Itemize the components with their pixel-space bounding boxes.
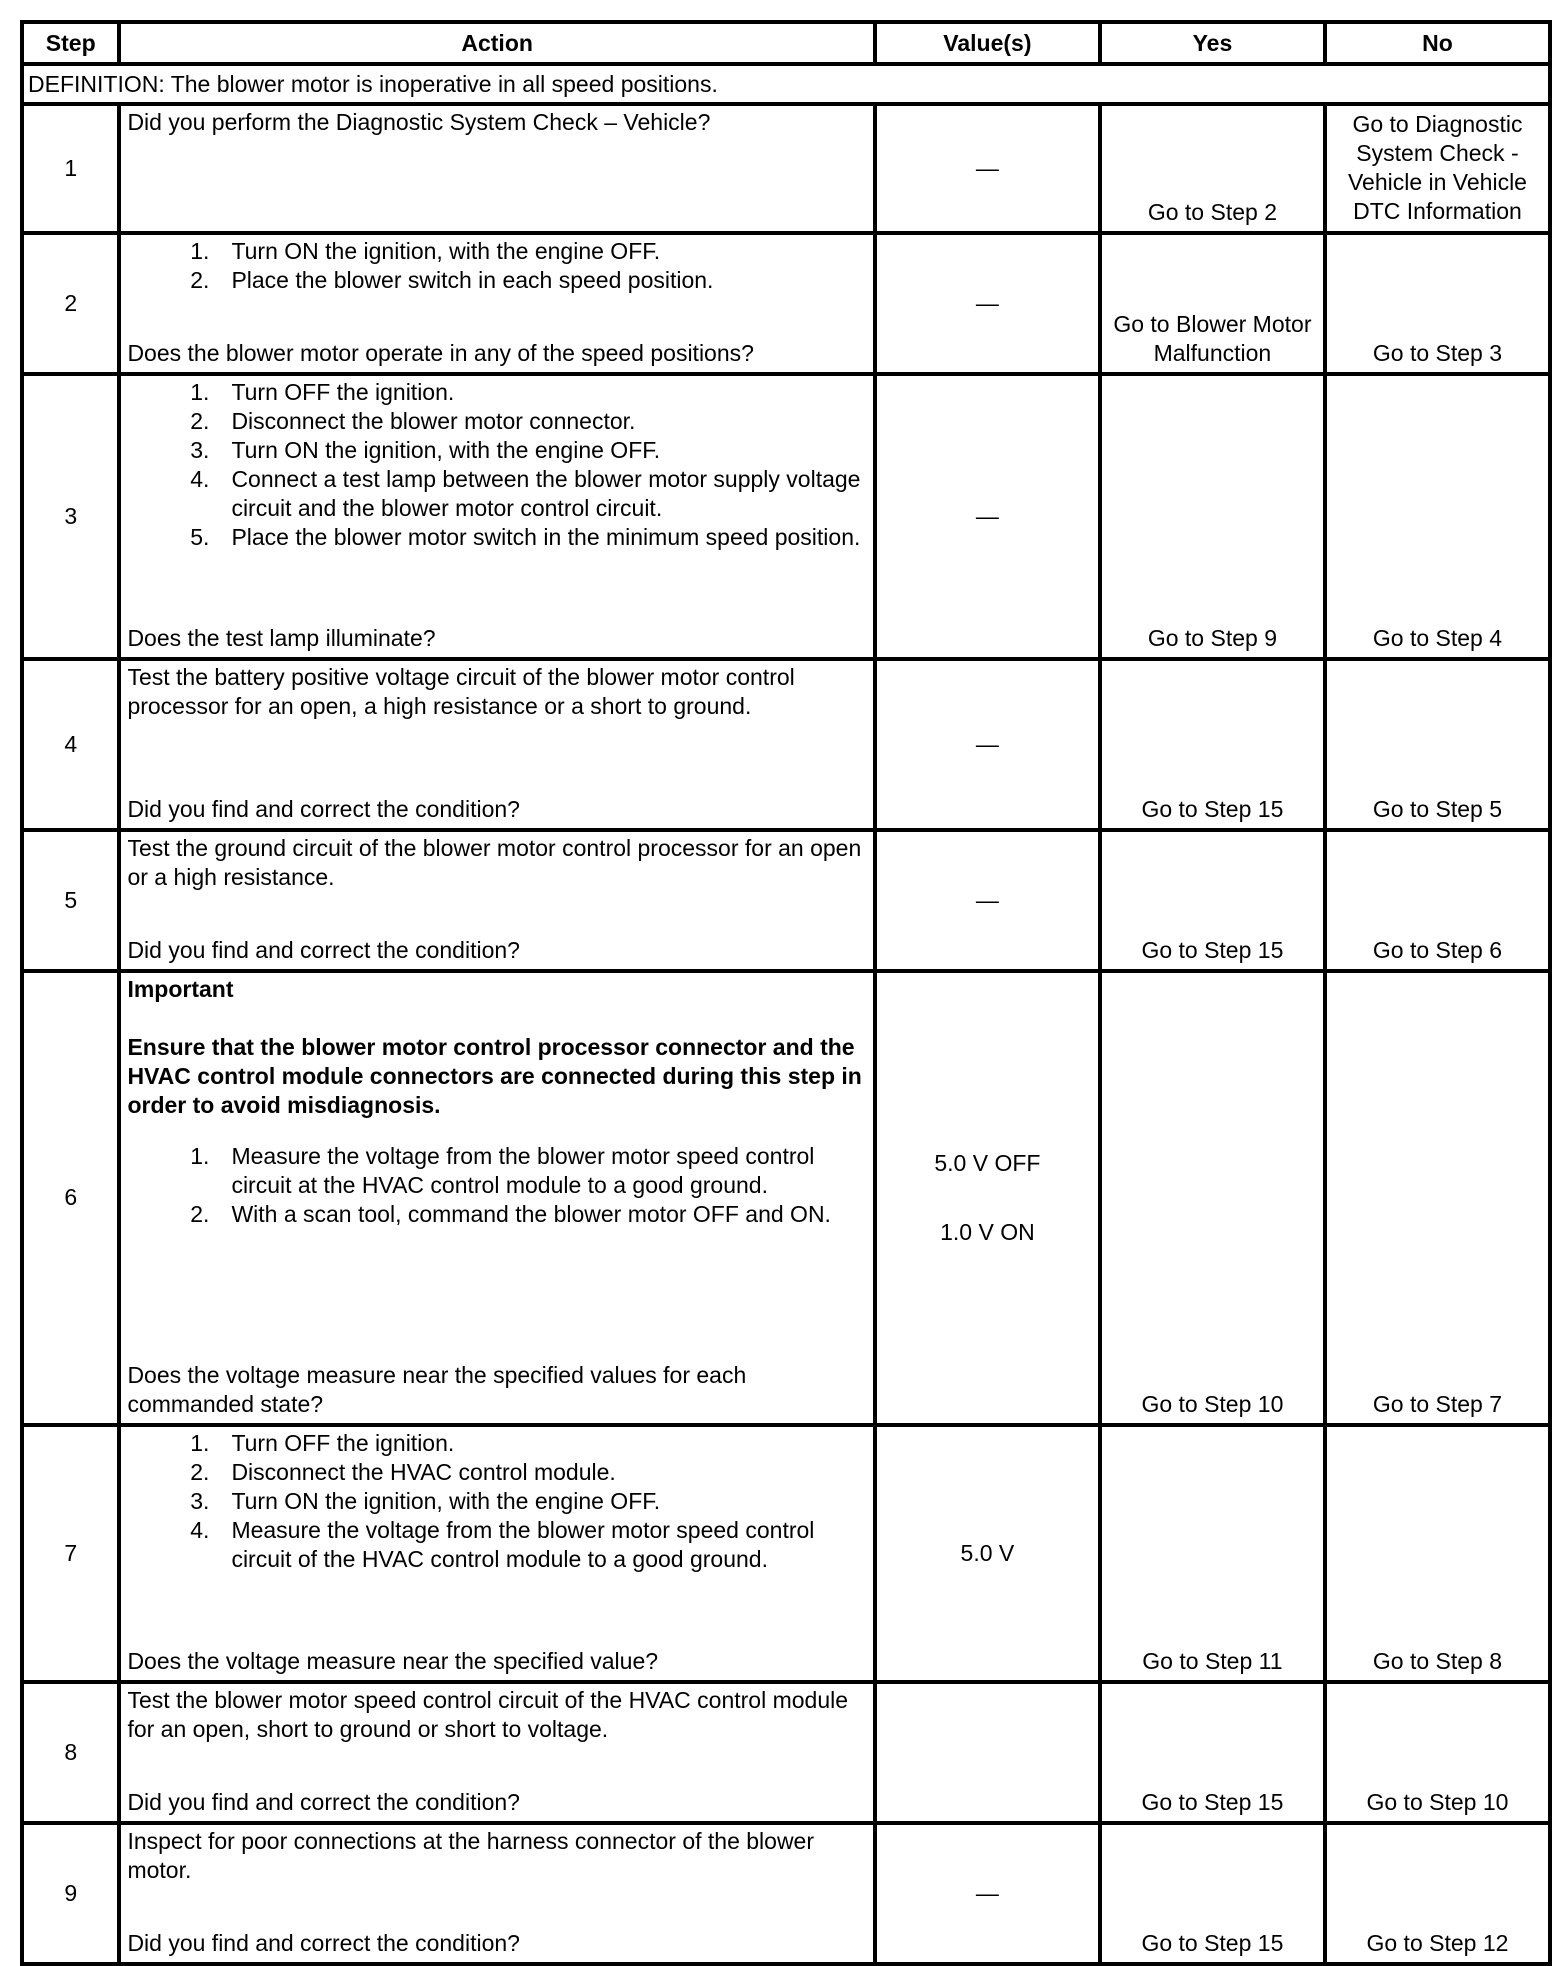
- step-number: 2: [22, 233, 119, 374]
- step-number: 5: [22, 830, 119, 971]
- action-question: Did you find and correct the condition?: [127, 1930, 520, 1956]
- value-line: 1.0 V ON: [940, 1218, 1035, 1245]
- table-row: [22, 659, 1550, 830]
- value-cell: [875, 1682, 1100, 1823]
- list-item: 1. Turn OFF the ignition.: [190, 378, 455, 405]
- list-item: 1. Turn ON the ignition, with the engine OFF.: [190, 237, 661, 264]
- table-row: [22, 233, 1550, 374]
- yes-cell: Go to Step 9: [1100, 374, 1325, 660]
- no-cell: Go to Step 5: [1325, 659, 1550, 830]
- yes-cell: Go to Step 15: [1100, 830, 1325, 971]
- value-cell: 5.0 V: [875, 1425, 1100, 1682]
- table-row: [22, 104, 1550, 233]
- no-cell: Go to Step 4: [1325, 374, 1550, 660]
- action-paragraph: Inspect for poor connections at the harness connector of the blower motor.: [127, 1828, 815, 1884]
- value-cell: [875, 971, 1100, 1425]
- header-step: Step: [22, 22, 119, 64]
- value-cell: —: [875, 104, 1100, 233]
- list-item: 2. Disconnect the HVAC control module.: [190, 1459, 616, 1486]
- table-row: [22, 374, 1550, 660]
- action-question: Does the voltage measure near the specified value?: [127, 1648, 659, 1675]
- important-note: Ensure that the blower motor control processor connector and the HVAC control module connectors are connected during this step in order to avoid misdiagnosis.: [127, 1033, 862, 1118]
- step-number: 3: [22, 374, 119, 660]
- list-item: 2. Place the blower switch in each speed position.: [190, 266, 714, 293]
- diagnostic-table: [20, 20, 1552, 1966]
- step-number: 7: [22, 1425, 119, 1682]
- no-cell: Go to Step 12: [1325, 1823, 1550, 1964]
- action-question: Does the blower motor operate in any of the speed positions?: [127, 339, 754, 366]
- list-item: 3. Turn ON the ignition, with the engine OFF.: [190, 436, 661, 463]
- table-row: [22, 1425, 1550, 1682]
- list-item: 1. Turn OFF the ignition.: [190, 1430, 455, 1457]
- important-title: Important: [127, 975, 234, 1002]
- yes-cell: Go to Step 15: [1100, 1823, 1325, 1964]
- header-no: No: [1325, 22, 1550, 64]
- action-cell: [119, 659, 874, 830]
- action-paragraph: Test the battery positive voltage circuit of the blower motor control processor for an open, a high resistance or a short to ground.: [127, 664, 795, 720]
- header-yes: Yes: [1100, 22, 1325, 64]
- no-cell: Go to Step 8: [1325, 1425, 1550, 1682]
- action-question: Does the voltage measure near the specified values for each commanded state?: [127, 1362, 747, 1418]
- action-cell: [119, 1823, 874, 1964]
- step-number: 1: [22, 104, 119, 233]
- yes-cell: Go to Step 10: [1100, 971, 1325, 1425]
- definition-text: DEFINITION: The blower motor is inoperative in all speed positions.: [22, 64, 1550, 104]
- step-number: 9: [22, 1823, 119, 1964]
- action-question: Did you find and correct the condition?: [127, 1789, 520, 1816]
- action-cell: [119, 1425, 874, 1682]
- action-paragraph: Test the ground circuit of the blower motor control processor for an open or a high resistance.: [127, 835, 862, 890]
- action-cell: [119, 971, 874, 1425]
- value-line: 5.0 V OFF: [934, 1149, 1041, 1176]
- header-values: Value(s): [875, 22, 1100, 64]
- action-paragraph: Test the blower motor speed control circuit of the HVAC control module for an open, short to ground or short to voltage.: [127, 1687, 849, 1743]
- action-steps: [127, 237, 866, 295]
- list-item: 2. Disconnect the blower motor connector.: [190, 407, 636, 434]
- table-row: [22, 1823, 1550, 1964]
- step-number: 4: [22, 659, 119, 830]
- list-item: 2. With a scan tool, command the blower motor OFF and ON.: [190, 1200, 831, 1227]
- yes-cell: Go to Step 11: [1100, 1425, 1325, 1682]
- action-cell: [119, 104, 874, 233]
- action-cell: [119, 1682, 874, 1823]
- list-item: 5. Place the blower motor switch in the minimum speed position.: [190, 523, 861, 550]
- step-number: 6: [22, 971, 119, 1425]
- action-paragraph: Did you perform the Diagnostic System Check – Vehicle?: [127, 109, 711, 136]
- action-cell: [119, 830, 874, 971]
- table-row: [22, 1682, 1550, 1823]
- yes-cell: Go to Step 2: [1100, 104, 1325, 233]
- table-header-row: [22, 22, 1550, 64]
- action-cell: [119, 374, 874, 660]
- list-item: 1. Measure the voltage from the blower motor speed control circuit at the HVAC control module to a good ground.: [190, 1142, 815, 1198]
- header-action: Action: [119, 22, 874, 64]
- action-cell: [119, 233, 874, 374]
- value-cell: —: [875, 659, 1100, 830]
- action-steps: [127, 1429, 866, 1574]
- no-cell: Go to Step 6: [1325, 830, 1550, 971]
- action-steps: [127, 1142, 866, 1229]
- step-number: 8: [22, 1682, 119, 1823]
- no-cell: Go to Step 3: [1325, 233, 1550, 374]
- action-question: Does the test lamp illuminate?: [127, 625, 436, 652]
- action-steps: [127, 378, 866, 552]
- no-cell: Go to Step 10: [1325, 1682, 1550, 1823]
- yes-cell: Go to Step 15: [1100, 1682, 1325, 1823]
- value-cell: —: [875, 233, 1100, 374]
- no-cell: Go to Step 7: [1325, 971, 1550, 1425]
- table-row: [22, 971, 1550, 1425]
- list-item: 4. Measure the voltage from the blower motor speed control circuit of the HVAC control module to a good ground.: [190, 1517, 815, 1573]
- list-item: 4. Connect a test lamp between the blower motor supply voltage circuit and the blower motor control circuit.: [190, 465, 861, 521]
- definition-row: [22, 64, 1550, 104]
- value-cell: —: [875, 374, 1100, 660]
- list-item: 3. Turn ON the ignition, with the engine OFF.: [190, 1488, 661, 1515]
- yes-cell: Go to Step 15: [1100, 659, 1325, 830]
- value-cell: —: [875, 830, 1100, 971]
- table-row: [22, 830, 1550, 971]
- value-cell: —: [875, 1823, 1100, 1964]
- action-question: Did you find and correct the condition?: [127, 796, 520, 822]
- action-question: Did you find and correct the condition?: [127, 936, 520, 963]
- yes-cell: Go to Blower Motor Malfunction: [1100, 233, 1325, 374]
- no-cell: Go to Diagnostic System Check - Vehicle in Vehicle DTC Information: [1325, 104, 1550, 233]
